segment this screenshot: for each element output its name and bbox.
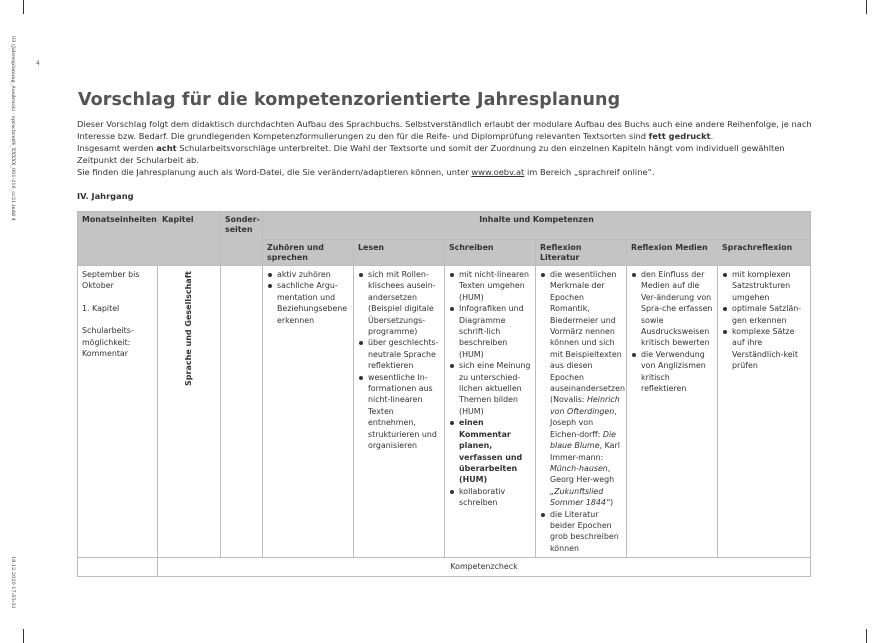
cell-lesen <box>354 266 445 558</box>
kapitel-title-vertical: Sprache und Gesellschaft <box>184 271 194 386</box>
cell-monatseinheiten: September bis Oktober 1. Kapitel Schularbeits- möglichkeit: Kommentar <box>78 266 158 558</box>
list-item: sich eine Meinung zu unterschied-lichen aktuellen Themen bilden (HUM) <box>449 360 531 417</box>
crop-mark <box>866 0 867 14</box>
crop-mark <box>866 629 867 643</box>
intro-text <box>77 118 812 178</box>
crop-mark <box>23 0 24 14</box>
cell-reflexion-literatur <box>536 266 627 558</box>
header-monatseinheiten: Monatseinheiten <box>78 212 158 266</box>
header-inhalte: Inhalte und Kompetenzen <box>263 212 811 240</box>
list-item: mit komplexen Satzstrukturen umgehen <box>722 269 806 303</box>
header-zuhoeren: Zuhören und sprechen <box>263 240 354 266</box>
list-item: aktiv zuhören <box>267 269 349 280</box>
cell-kapitel <box>158 266 221 558</box>
header-row <box>78 212 811 240</box>
page-title: Vorschlag für die kompetenzorientierte Jahresplanung <box>78 90 621 110</box>
print-slug-top: 03 (Jahresplanung_Ausdruck) - sprachreif4_XXXXX_001-216_cc21.indd 4 <box>10 36 16 221</box>
intro-paragraph-3: Sie finden die Jahresplanung auch als Word-Datei, die Sie verändern/adaptieren können, unter www.oebv.at im Bereich „sprachreif online“. <box>77 167 655 177</box>
grade-heading: IV. Jahrgang <box>77 191 134 201</box>
list-item: komplexe Sätze auf ihre Verständlich-keit prüfen <box>722 326 806 372</box>
intro-paragraph-2: Insgesamt werden acht Schularbeitsvorschläge unterbreitet. Die Wahl der Textsorte und somit der Zuordnung zu den einzelnen Kapiteln hängt vom individuell gewählten Zeitpunkt der Schularbeit ab. <box>77 143 785 165</box>
cell-sonderseiten <box>221 266 263 558</box>
list-item: sich mit Rollen-klischees ausein-andersetzen (Beispiel digitale Übersetzungs-programme) <box>358 269 440 337</box>
kompetenzcheck-label: Kompetenzcheck <box>158 558 811 577</box>
crop-mark <box>23 629 24 643</box>
cell-zuhoeren <box>263 266 354 558</box>
list-item: über geschlechts-neutrale Sprache reflektieren <box>358 337 440 371</box>
header-reflexion-medien: Reflexion Medien <box>627 240 718 266</box>
header-schreiben: Schreiben <box>445 240 536 266</box>
header-sprachreflexion: Sprachreflexion <box>718 240 811 266</box>
list-item: einen Kommentar planen, verfassen und überarbeiten (HUM) <box>449 417 531 485</box>
table-row <box>78 266 811 558</box>
list-item: die Verwendung von Anglizismen kritisch reflektieren <box>631 349 713 395</box>
list-item: sachliche Argu-mentation und Beziehungsebene erkennen <box>267 280 349 326</box>
page-number: 4 <box>36 60 40 67</box>
cell-empty <box>78 558 158 577</box>
list-item: optimale Satzlän-gen erkennen <box>722 303 806 326</box>
intro-paragraph-1: Dieser Vorschlag folgt dem didaktisch durchdachten Aufbau des Sprachbuchs. Selbstverständlich erlaubt der modulare Aufbau des Buchs auch eine andere Reihenfolge, je nach Interesse bzw. Bedarf. Die grundlegenden Kompetenzformulierungen zu den für die Reife- und Diplomprüfung relevanten Textsorten sind fett gedruckt. <box>77 119 812 141</box>
kompetenzcheck-row <box>78 558 811 577</box>
list-item: die Literatur beider Epochen grob beschreiben können <box>540 509 622 555</box>
list-item: mit nicht-linearen Texten umgehen (HUM) <box>449 269 531 303</box>
list-item: kollaborativ schreiben <box>449 486 531 509</box>
header-kapitel: Kapitel <box>158 212 221 266</box>
oebv-link[interactable]: www.oebv.at <box>471 167 525 177</box>
list-item: wesentliche In-formationen aus nicht-linearen Texten entnehmen, strukturieren und organisieren <box>358 372 440 452</box>
header-sonderseiten: Sonder- seiten <box>221 212 263 266</box>
cell-schreiben <box>445 266 536 558</box>
header-reflexion-literatur: Reflexion Literatur <box>536 240 627 266</box>
print-slug-bottom: 18.12.2020 17:03:31 <box>10 556 16 609</box>
list-item: die wesentlichen Merkmale der Epochen Romantik, Biedermeier und Vormärz nennen können und sich mit Beispieltexten aus diesen Epochen auseinandersetzen (Novalis: Heinrich von Ofterdingen, Joseph von Eichen-dorff: Die blaue Blume, Karl Immer-mann: Münch-hausen, Georg Her-wegh „Zukunftslied Sommer 1844“) <box>540 269 622 509</box>
list-item: Infografiken und Diagramme schrift-lich beschreiben (HUM) <box>449 303 531 360</box>
header-lesen: Lesen <box>354 240 445 266</box>
cell-reflexion-medien <box>627 266 718 558</box>
cell-sprachreflexion <box>718 266 811 558</box>
list-item: den Einfluss der Medien auf die Ver-änderung von Spra-che erfassen sowie Ausdrucksweisen kritisch bewerten <box>631 269 713 349</box>
plan-table <box>77 211 811 577</box>
